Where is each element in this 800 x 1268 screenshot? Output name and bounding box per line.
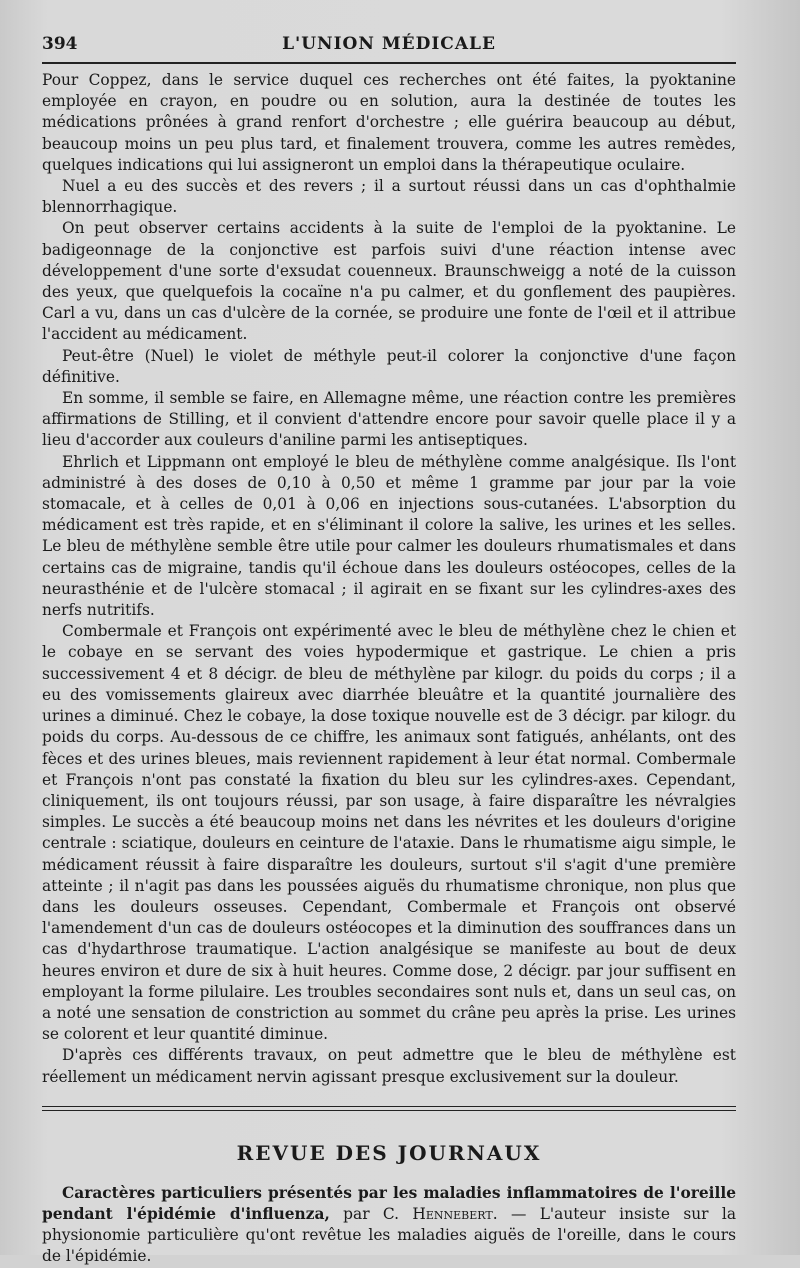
journal-title: L'UNION MÉDICALE — [282, 34, 496, 54]
paragraph: D'après ces différents travaux, on peut admettre que le bleu de méthylène est réellement un médicament nervin agissant presque exclusivement sur la douleur. — [42, 1046, 736, 1086]
section-title: REVUE DES JOURNAUX — [236, 1140, 542, 1165]
page-number: 394 — [42, 34, 78, 54]
review-text: . — L'auteur insiste sur la physionomie particulière qu'ont revêtue les maladies aiguës de l'oreille, dans le cours de l'épidémie. — [42, 1204, 736, 1266]
paragraph: En somme, il semble se faire, en Allemagne même, une réaction contre les premières affirmations de Stilling, et il convient d'attendre encore pour savoir quelle place il y a lieu d'accorder aux couleurs d'aniline parmi les antiseptiques. — [42, 389, 736, 450]
review-author-prefix: par C. — [329, 1204, 413, 1223]
review-title: Caractères particuliers présentés par les maladies inflammatoires de l'oreille pendant l'épidémie d'influenza, — [42, 1183, 736, 1223]
page-header — [42, 28, 736, 62]
paragraph: Ehrlich et Lippmann ont employé le bleu de méthylène comme analgésique. Ils l'ont administré à des doses de 0,10 à 0,50 et même 1 gramme par jour par la voie stomacale, et à celles de 0,01 à 0,06 en injections sous-cutanées. L'absorption du médicament est très rapide, et en s'éliminant il colore la salive, les urines et les selles. Le bleu de méthylène semble être utile pour calmer les douleurs rhumatismales et dans certains cas de migraine, tandis qu'il échoue dans les douleurs ostéocopes, celles de la neurasthénie et de l'ulcère stomacal ; il agirait en se fixant sur les cylindres-axes des nerfs nutritifs. — [42, 452, 736, 620]
paragraph: Combermale et François ont expérimenté avec le bleu de méthylène chez le chien et le cobaye en se servant des voies hypodermique et gastrique. Le chien a pris successivement 4 et 8 décigr. de bleu de méthylène par kilogr. du poids du corps ; il a eu des vomissements glaireux avec diarrhée bleuâtre et la quantité journalière des urines a diminué. Chez le cobaye, la dose toxique nouvelle est de 3 décigr. par kilogr. du poids du corps. Au-dessous de ce chiffre, les animaux sont fatigués, anhélants, ont des fèces et des urines bleues, mais reviennent rapidement à leur état normal. Combermale et François n'ont pas constaté la fixation du bleu sur les cylindres-axes. Cependant, cliniquement, ils ont toujours réussi, par son usage, à faire disparaître les névralgies simples. Le succès a été beaucoup moins net dans les névrites et les douleurs d'origine centrale : sciatique, douleurs en ceinture de l'ataxie. Dans le rhumatisme aigu simple, le médicament réussit à faire disparaître les douleurs, surtout s'il s'agit d'une première atteinte ; il n'agit pas dans les poussées aiguës du rhumatisme chronique, non plus que dans les douleurs osseuses. Cependant, Combermale et François ont observé l'amendement d'un cas de douleurs ostéocopes et la diminution des souffrances dans un cas d'hydarthrose traumatique. L'action analgésique se manifeste au bout de deux heures environ et dure de six à huit heures. Comme dose, 2 décigr. par jour suffisent en employant la forme pilulaire. Les troubles secondaires sont nuls et, dans un seul cas, on a noté une sensation de constriction au sommet du crâne peu après la prise. Les urines se colorent et leur quantité diminue. — [42, 622, 736, 1044]
article-body — [42, 70, 736, 1088]
header-rule — [42, 62, 736, 64]
paragraph: Pour Coppez, dans le service duquel ces recherches ont été faites, la pyoktanine employée en crayon, en poudre ou en solution, aura la destinée de toutes les médications prônées à grand renfort d'orchestre ; elle guérira beaucoup au début, beaucoup moins un peu plus tard, et finalement trouvera, comme les autres remèdes, quelques indications qui lui assigneront un emploi dans la thérapeutique oculaire. — [42, 71, 736, 174]
paragraph: Nuel a eu des succès et des revers ; il a surtout réussi dans un cas d'ophthalmie blennorrhagique. — [42, 177, 736, 217]
section-divider — [42, 1106, 736, 1111]
paragraph: Peut-être (Nuel) le violet de méthyle peut-il colorer la conjonctive d'une façon définitive. — [42, 346, 736, 386]
paragraph: On peut observer certains accidents à la suite de l'emploi de la pyoktanine. Le badigeonnage de la conjonctive est parfois suivi d'une réaction intense avec développement d'une sorte d'exsudat couenneux. Braunschweigg a noté de la cuisson des yeux, que quelquefois la cocaïne n'a pu calmer, et du gonflement des paupières. Carl a vu, dans un cas d'ulcère de la cornée, se produire une fonte de l'œil et il attribue l'accident au médicament. — [42, 219, 736, 344]
review-author: Hennebert — [412, 1204, 493, 1223]
